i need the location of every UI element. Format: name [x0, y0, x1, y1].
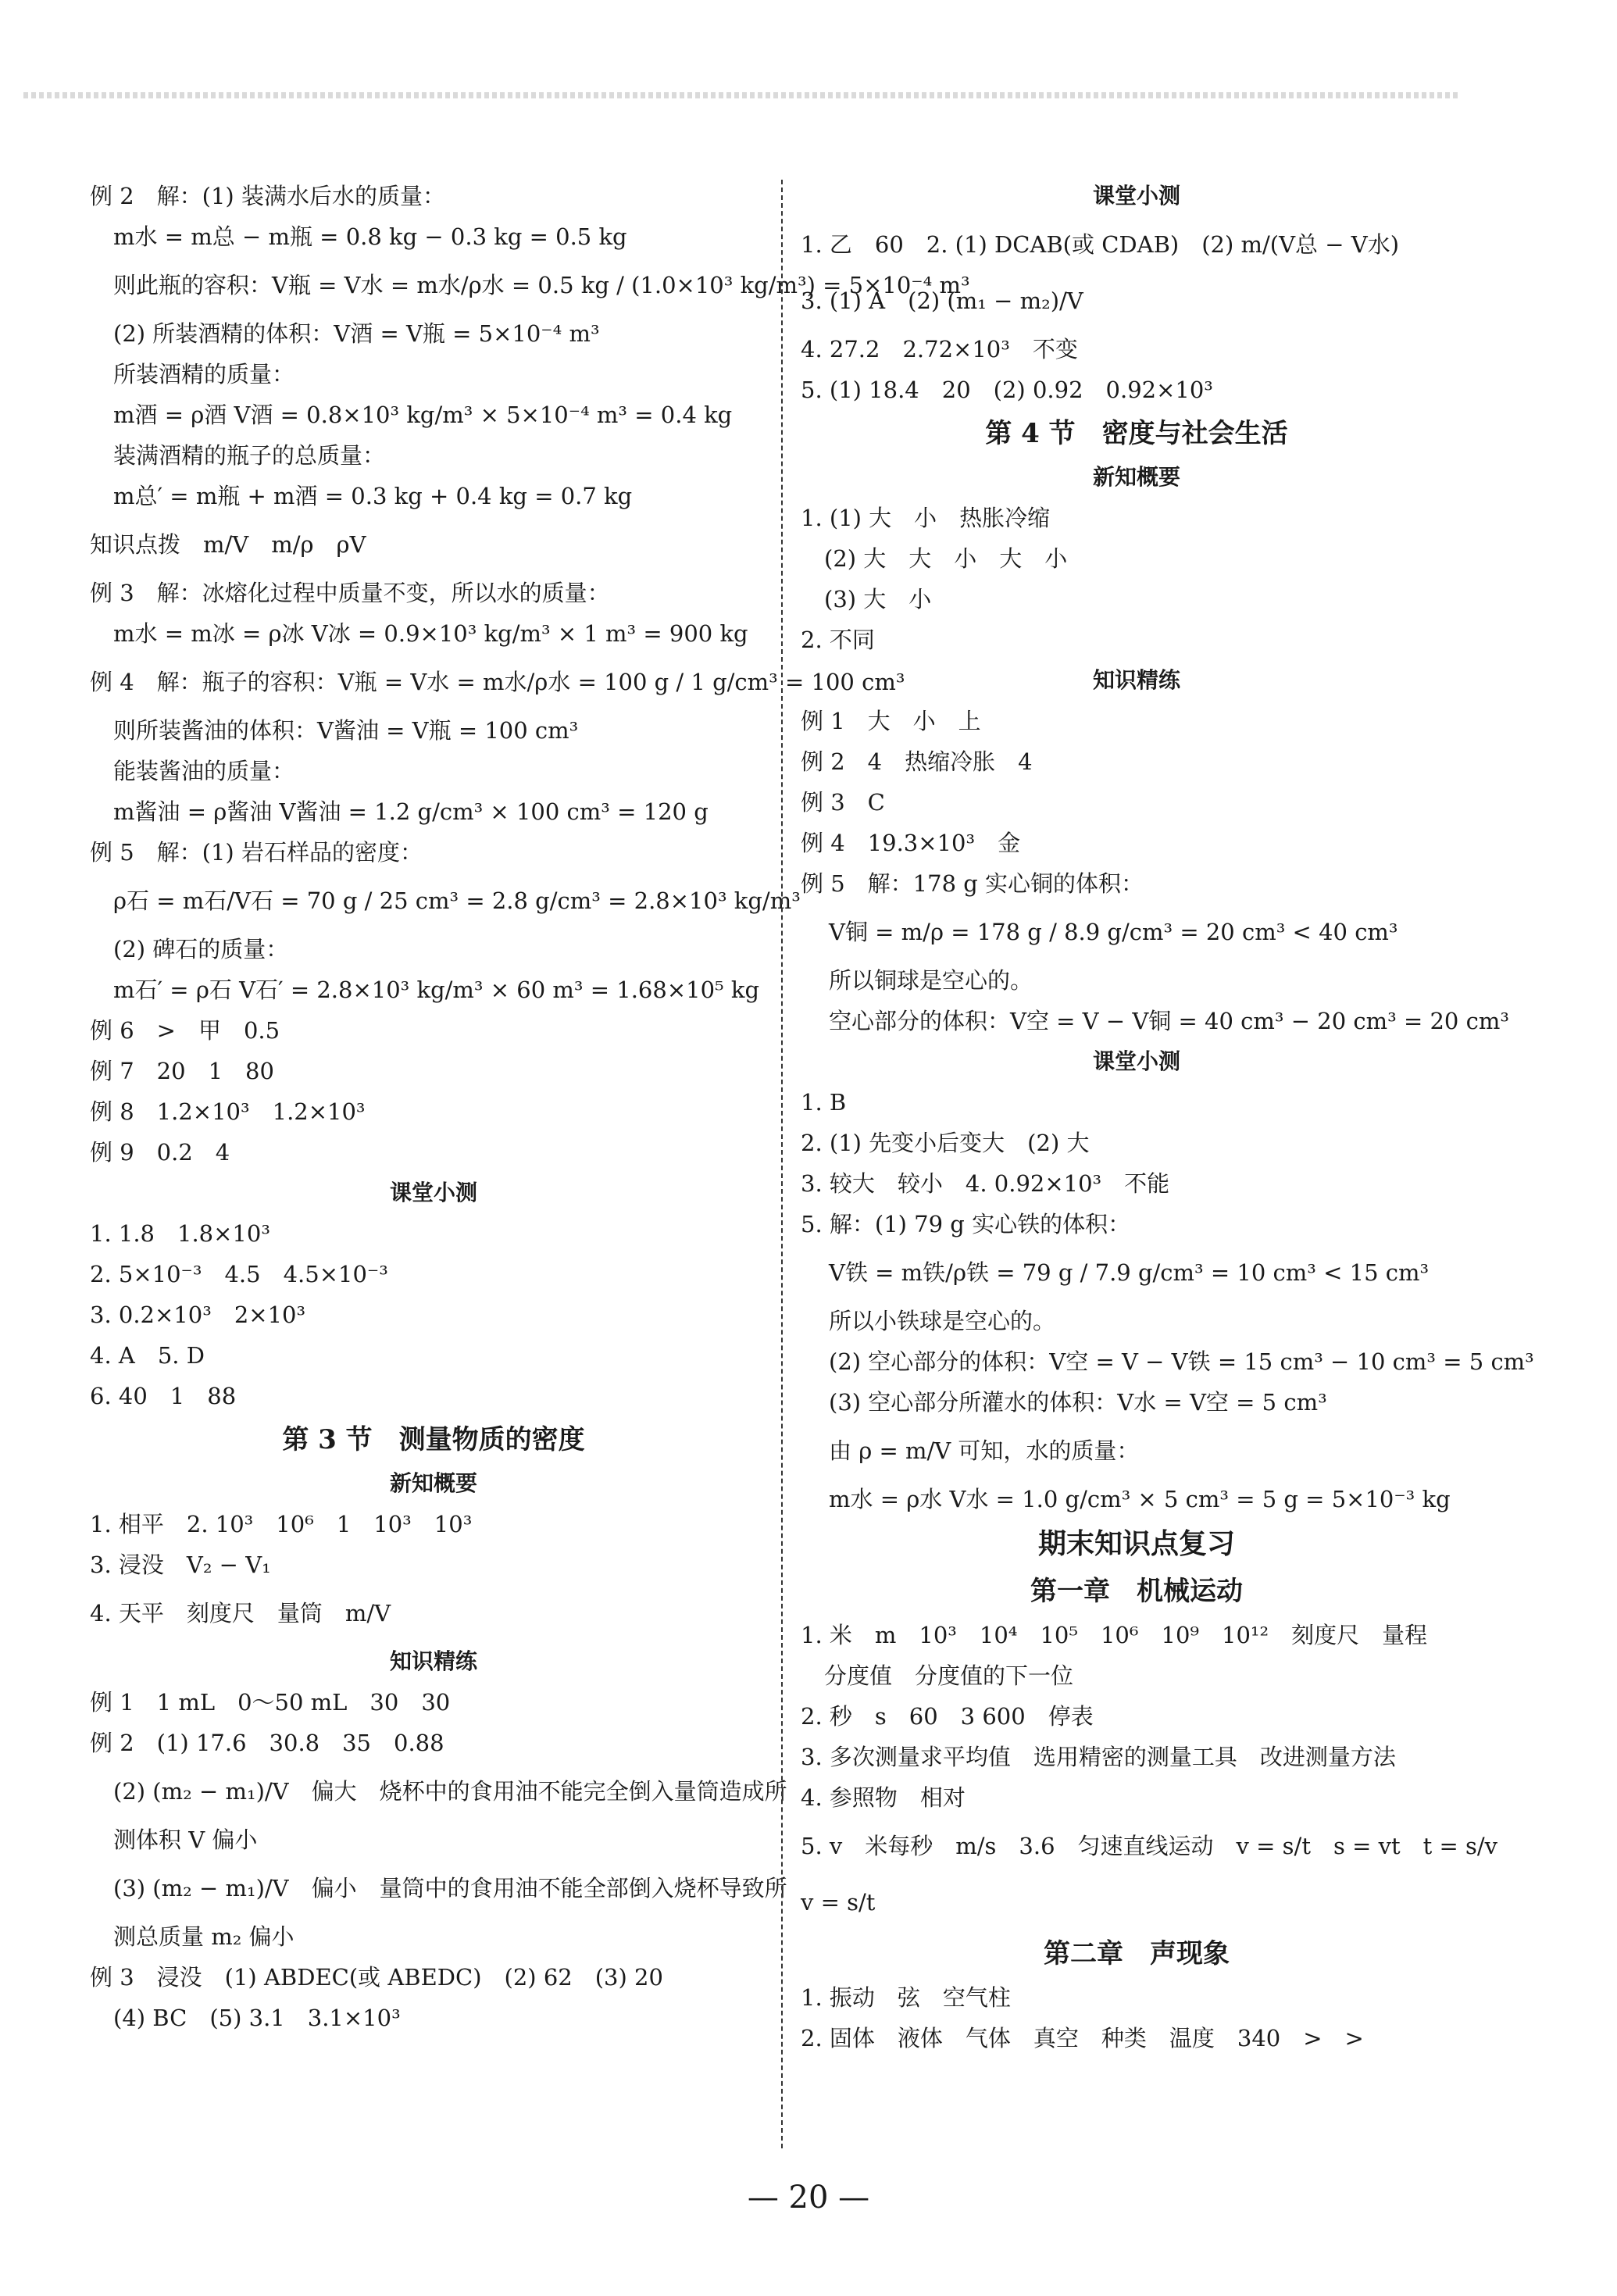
- text-line: m酱油 = ρ酱油 V酱油 = 1.2 g/cm³ × 100 cm³ = 120 g: [113, 798, 709, 825]
- text-line: 1. 相平 2. 10³ 10⁶ 1 10³ 10³: [90, 1511, 473, 1537]
- text-line: 例 1 1 mL 0～50 mL 30 30: [90, 1689, 451, 1716]
- text-line: (4) BC (5) 3.1 3.1×10³: [113, 2005, 401, 2031]
- text-line: 课堂小测: [1092, 1048, 1180, 1074]
- text-line: 3. 多次测量求平均值 选用精密的测量工具 改进测量方法: [801, 1744, 1396, 1770]
- text-line: 空心部分的体积：V空 = V − V铜 = 40 cm³ − 20 cm³ = 20 cm³: [829, 1008, 1509, 1034]
- text-line: 例 4 19.3×10³ 金: [801, 830, 1021, 856]
- text-line: 课堂小测: [389, 1180, 477, 1205]
- text-line: 2. 固体 液体 气体 真空 种类 温度 340 > >: [801, 2025, 1364, 2051]
- text-line: 4. 天平 刻度尺 量筒 m/V: [90, 1600, 391, 1626]
- text-line: 5. 解：(1) 79 g 实心铁的体积：: [801, 1211, 1131, 1237]
- text-line: ρ石 = m石/V石 = 70 g / 25 cm³ = 2.8 g/cm³ = 2.8×10³ kg/m³: [113, 887, 801, 914]
- text-line: 测总质量 m₂ 偏小: [113, 1923, 294, 1950]
- text-line: v = s/t: [801, 1889, 876, 1916]
- text-line: m水 = m冰 = ρ冰 V冰 = 0.9×10³ kg/m³ × 1 m³ = 900 kg: [113, 620, 748, 647]
- page-number: — 20 —: [747, 2180, 870, 2216]
- text-line: 第 4 节 密度与社会生活: [985, 418, 1288, 449]
- text-line: (2) 所装酒精的体积：V酒 = V瓶 = 5×10⁻⁴ m³: [113, 320, 600, 347]
- text-line: 2. (1) 先变小后变大 (2) 大: [801, 1130, 1090, 1156]
- text-line: 所以小铁球是空心的。: [829, 1308, 1056, 1334]
- text-line: 所装酒精的质量：: [113, 361, 295, 387]
- text-line: 例 5 解：178 g 实心铜的体积：: [801, 870, 1144, 897]
- text-line: 2. 不同: [801, 627, 875, 653]
- text-line: (2) (m₂ − m₁)/V 偏大 烧杯中的食用油不能完全倒入量筒造成所: [113, 1778, 787, 1805]
- text-line: 1. 振动 弦 空气柱: [801, 1984, 1011, 2011]
- text-line: 测体积 V 偏小: [113, 1826, 258, 1853]
- right-column: [801, 176, 1534, 2059]
- text-line: 例 8 1.2×10³ 1.2×10³: [90, 1098, 366, 1125]
- text-line: 例 1 大 小 上: [801, 708, 981, 734]
- text-line: 课堂小测: [1092, 183, 1180, 209]
- text-line: 例 3 解：冰熔化过程中质量不变，所以水的质量：: [90, 580, 610, 606]
- text-line: 3. 浸没 V₂ − V₁: [90, 1551, 271, 1578]
- text-line: 知识点拨 m/V m/ρ ρV: [90, 531, 366, 558]
- text-line: 4. 27.2 2.72×10³ 不变: [801, 336, 1078, 362]
- text-line: 例 6 > 甲 0.5: [90, 1017, 280, 1044]
- text-line: 知识精练: [1092, 667, 1180, 693]
- text-line: (3) 大 小: [824, 586, 932, 612]
- text-line: V铜 = m/ρ = 178 g / 8.9 g/cm³ = 20 cm³ < 40 cm³: [829, 919, 1398, 945]
- text-line: V铁 = m铁/ρ铁 = 79 g / 7.9 g/cm³ = 10 cm³ < 15 cm³: [829, 1259, 1430, 1286]
- text-line: (3) 空心部分所灌水的体积：V水 = V空 = 5 cm³: [829, 1389, 1327, 1416]
- text-line: 第二章 声现象: [1044, 1938, 1230, 1969]
- text-line: 2. 5×10⁻³ 4.5 4.5×10⁻³: [90, 1261, 388, 1287]
- text-line: 例 3 浸没 (1) ABDEC(或 ABEDC) (2) 62 (3) 20: [90, 1964, 663, 1991]
- text-line: 新知概要: [1092, 464, 1180, 490]
- text-line: m水 = ρ水 V水 = 1.0 g/cm³ × 5 cm³ = 5 g = 5×10⁻³ kg: [829, 1486, 1451, 1512]
- text-line: 例 9 0.2 4: [90, 1139, 230, 1166]
- text-line: 4. 参照物 相对: [801, 1784, 966, 1811]
- text-line: 例 5 解：(1) 岩石样品的密度：: [90, 839, 423, 866]
- text-line: 例 4 解：瓶子的容积：V瓶 = V水 = m水/ρ水 = 100 g / 1 g/cm³ = 100 cm³: [90, 669, 905, 695]
- text-line: 例 7 20 1 80: [90, 1058, 274, 1084]
- text-line: 第 3 节 测量物质的密度: [282, 1424, 585, 1455]
- text-line: 例 2 (1) 17.6 30.8 35 0.88: [90, 1730, 444, 1756]
- text-line: 例 2 4 热缩冷胀 4: [801, 748, 1033, 775]
- text-line: m总′ = m瓶 + m酒 = 0.3 kg + 0.4 kg = 0.7 kg: [113, 483, 633, 509]
- text-line: 装满酒精的瓶子的总质量：: [113, 442, 386, 469]
- text-line: m水 = m总 − m瓶 = 0.8 kg − 0.3 kg = 0.5 kg: [113, 223, 627, 250]
- text-line: 则此瓶的容积：V瓶 = V水 = m水/ρ水 = 0.5 kg / (1.0×10³ kg/m³) = 5×10⁻⁴ m³: [113, 272, 970, 298]
- text-line: 由 ρ = m/V 可知，水的质量：: [829, 1437, 1140, 1464]
- text-line: 第一章 机械运动: [1030, 1576, 1243, 1607]
- text-line: 例 3 C: [801, 789, 885, 816]
- text-line: 例 2 解：(1) 装满水后水的质量：: [90, 183, 445, 209]
- top-scan-band: [23, 92, 1461, 98]
- text-line: 1. 乙 60 2. (1) DCAB(或 CDAB) (2) m/(V总 − V水): [801, 231, 1400, 258]
- text-line: (2) 碑石的质量：: [113, 936, 289, 962]
- text-line: 1. (1) 大 小 热胀冷缩: [801, 505, 1051, 531]
- text-line: 分度值 分度值的下一位: [824, 1662, 1074, 1689]
- text-line: 知识精练: [389, 1648, 477, 1674]
- text-line: 5. v 米每秒 m/s 3.6 匀速直线运动 v = s/t s = vt t = s/v: [801, 1833, 1498, 1859]
- text-line: 4. A 5. D: [90, 1342, 205, 1369]
- text-line: 期末知识点复习: [1037, 1527, 1235, 1560]
- text-line: 新知概要: [389, 1470, 477, 1496]
- text-line: (3) (m₂ − m₁)/V 偏小 量筒中的食用油不能全部倒入烧杯导致所: [113, 1875, 787, 1901]
- text-line: 能装酱油的质量：: [113, 758, 295, 784]
- text-line: 2. 秒 s 60 3 600 停表: [801, 1703, 1094, 1730]
- text-line: 所以铜球是空心的。: [829, 967, 1033, 994]
- text-line: 6. 40 1 88: [90, 1383, 237, 1409]
- text-line: (2) 空心部分的体积：V空 = V − V铁 = 15 cm³ − 10 cm³ = 5 cm³: [829, 1348, 1534, 1375]
- text-line: 3. 0.2×10³ 2×10³: [90, 1302, 306, 1328]
- text-line: 5. (1) 18.4 20 (2) 0.92 0.92×10³: [801, 377, 1213, 403]
- text-line: m酒 = ρ酒 V酒 = 0.8×10³ kg/m³ × 5×10⁻⁴ m³ = 0.4 kg: [113, 402, 733, 428]
- text-line: 3. 较大 较小 4. 0.92×10³ 不能: [801, 1170, 1170, 1197]
- text-line: 则所装酱油的体积：V酱油 = V瓶 = 100 cm³: [113, 717, 579, 744]
- text-line: 1. B: [801, 1089, 847, 1116]
- column-divider: [781, 180, 783, 2148]
- text-line: 1. 1.8 1.8×10³: [90, 1220, 270, 1247]
- text-line: (2) 大 大 小 大 小: [824, 545, 1068, 572]
- text-line: 1. 米 m 10³ 10⁴ 10⁵ 10⁶ 10⁹ 10¹² 刻度尺 量程: [801, 1622, 1428, 1648]
- text-line: m石′ = ρ石 V石′ = 2.8×10³ kg/m³ × 60 m³ = 1.68×10⁵ kg: [113, 977, 760, 1003]
- text-line: 3. (1) A (2) (m₁ − m₂)/V: [801, 287, 1083, 314]
